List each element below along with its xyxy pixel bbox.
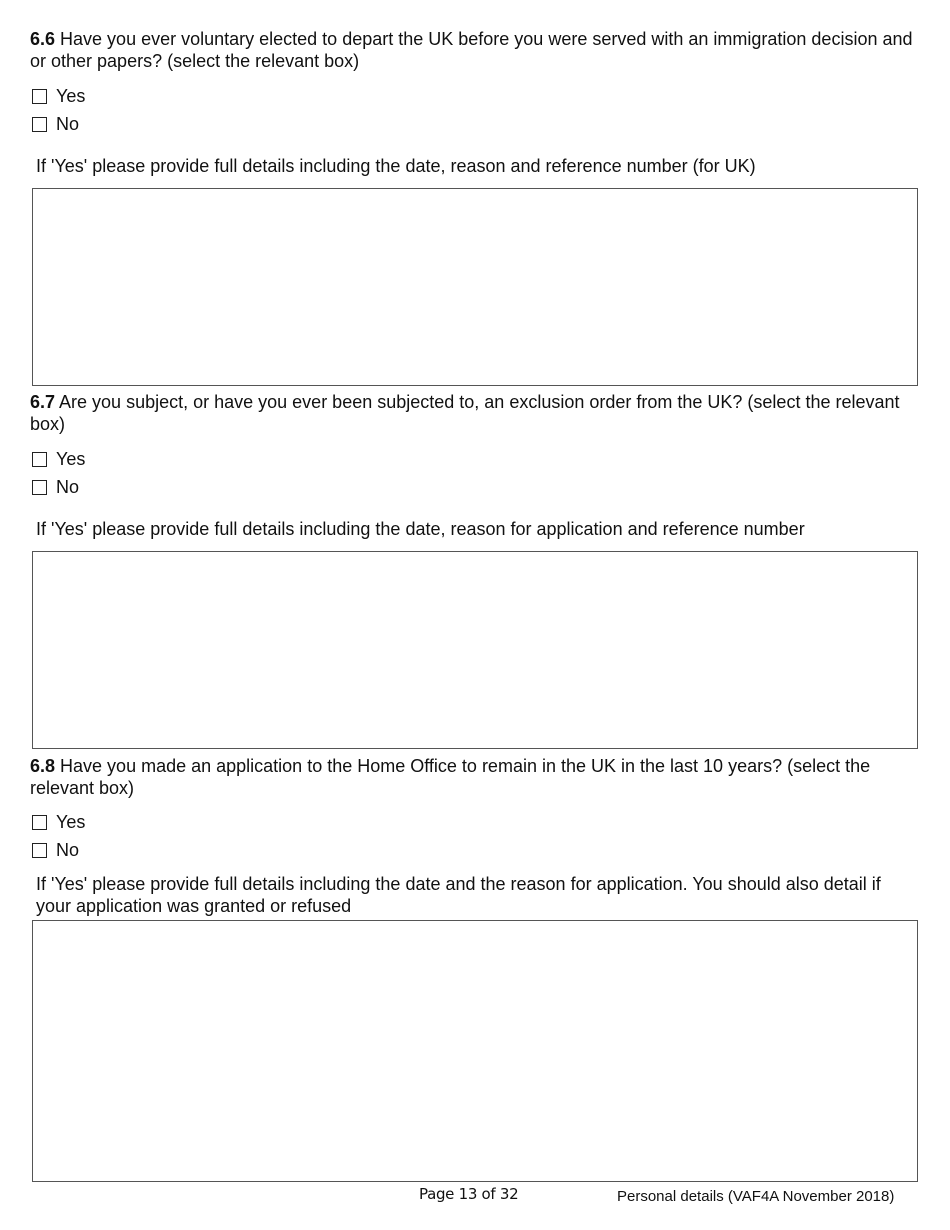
option-label: No — [56, 840, 80, 860]
option-label: No — [56, 477, 80, 497]
instruction-6-6: If 'Yes' please provide full details including the date, reason and reference number (for UK) — [36, 156, 756, 176]
question-6-6 — [30, 28, 920, 72]
option-label: No — [56, 114, 80, 134]
form-title: Personal details (VAF4A November 2018) — [617, 1188, 895, 1205]
page-number: Page 13 of 32 — [419, 1185, 519, 1203]
option-yes-6-6[interactable] — [32, 86, 85, 106]
option-yes-6-8[interactable] — [32, 812, 85, 832]
question-number: 6.7 — [30, 392, 56, 412]
option-label: Yes — [56, 86, 86, 106]
instruction-6-8: If 'Yes' please provide full details including the date and the reason for application. You should also detail if your application was granted or refused — [36, 874, 881, 916]
question-text: Have you ever voluntary elected to depart the UK before you were served with an immigration decision and or other papers? (select the relevant box) — [30, 29, 913, 71]
option-no-6-6[interactable] — [32, 114, 79, 134]
details-field-6-6[interactable] — [32, 188, 918, 386]
question-text: Have you made an application to the Home Office to remain in the UK in the last 10 years? (select the relevant box) — [30, 756, 871, 798]
checkbox-icon[interactable] — [32, 89, 47, 104]
question-text: Are you subject, or have you ever been subjected to, an exclusion order from the UK? (select the relevant box) — [30, 392, 900, 434]
details-field-6-8[interactable] — [32, 920, 918, 1182]
option-label: Yes — [56, 449, 86, 469]
checkbox-icon[interactable] — [32, 452, 47, 467]
checkbox-icon[interactable] — [32, 815, 47, 830]
instruction-6-7: If 'Yes' please provide full details including the date, reason for application and reference number — [36, 519, 805, 539]
question-6-8 — [30, 755, 920, 799]
option-label: Yes — [56, 812, 86, 832]
option-no-6-8[interactable] — [32, 840, 79, 860]
option-yes-6-7[interactable] — [32, 449, 85, 469]
checkbox-icon[interactable] — [32, 117, 47, 132]
question-number: 6.6 — [30, 29, 56, 49]
details-field-6-7[interactable] — [32, 551, 918, 749]
option-no-6-7[interactable] — [32, 477, 79, 497]
question-number: 6.8 — [30, 756, 56, 776]
checkbox-icon[interactable] — [32, 843, 47, 858]
question-6-7 — [30, 391, 920, 435]
checkbox-icon[interactable] — [32, 480, 47, 495]
